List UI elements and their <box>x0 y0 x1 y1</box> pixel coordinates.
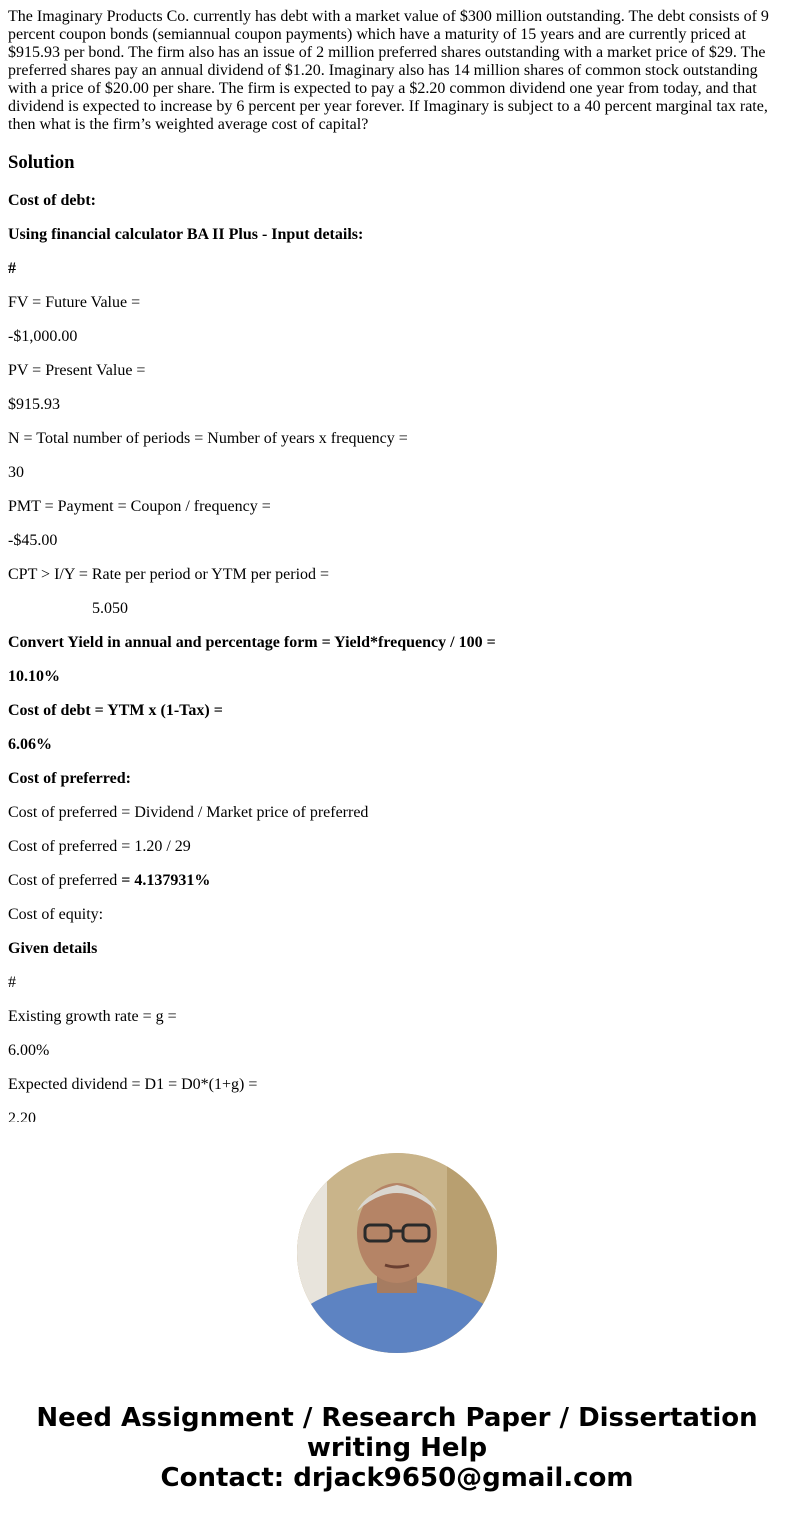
solution-line-text: -$1,000.00 <box>8 328 78 345</box>
solution-line-text: 10.10% <box>8 668 60 685</box>
solution-line <box>8 634 496 652</box>
solution-line-text: Cost of debt: <box>8 192 96 209</box>
solution-line-text: # <box>8 260 16 277</box>
solution-line <box>8 566 329 584</box>
solution-line <box>8 702 223 720</box>
question-text: The Imaginary Products Co. currently has debt with a market value of $300 million outstanding. The debt consists of 9 percent coupon bonds (semiannual coupon payments) which have a maturity of 15 years and are currently priced at $915.93 per bond. The firm also has an issue of 2 million preferred shares outstanding with a market price of $29. The preferred shares pay an annual dividend of $1.20. Imaginary also has 14 million shares of common stock outstanding with a price of $20.00 per share. The firm is expected to pay a $2.20 common dividend one year from today, and that dividend is expected to increase by 6 percent per year forever. If Imaginary is subject to a 40 percent marginal tax rate, then what is the firm’s weighted average cost of capital? <box>8 8 769 133</box>
solution-line <box>8 872 210 890</box>
solution-line <box>8 498 271 516</box>
solution-line-text: 2.20 <box>8 1110 36 1122</box>
solution-line-text: -$45.00 <box>8 532 58 549</box>
solution-line <box>8 396 60 414</box>
solution-line-text: Cost of preferred = Dividend / Market price of preferred <box>8 804 369 821</box>
solution-line-text: Cost of debt = YTM x (1-Tax) = <box>8 702 223 719</box>
solution-line <box>8 804 368 822</box>
solution-line <box>8 226 363 244</box>
solution-line-result: = 4.137931% <box>121 872 211 889</box>
solution-line-text: Existing growth rate = g = <box>8 1008 177 1025</box>
solution-heading: Solution <box>8 152 75 173</box>
solution-line <box>8 532 57 550</box>
solution-line-text: PV = Present Value = <box>8 362 146 379</box>
solution-line-text: PMT = Payment = Coupon / frequency = <box>8 498 271 515</box>
solution-line <box>8 940 97 958</box>
solution-line <box>8 260 16 278</box>
solution-line-text: FV = Future Value = <box>8 294 141 311</box>
author-photo <box>297 1153 497 1353</box>
solution-line-text: Cost of preferred = 1.20 / 29 <box>8 838 191 855</box>
solution-line <box>8 974 16 992</box>
promo-contact: Contact: drjack9650@gmail.com <box>160 1463 634 1493</box>
solution-line-text: 6.06% <box>8 736 52 753</box>
solution-line-text: CPT > I/Y = Rate per period or YTM per period = <box>8 566 330 583</box>
solution-line-text: Convert Yield in annual and percentage form = Yield*frequency / 100 = <box>8 634 496 651</box>
solution-line <box>8 192 96 210</box>
solution-line-text: Cost of equity: <box>8 906 104 923</box>
solution-line <box>8 464 24 482</box>
solution-line-text: 5.050 <box>92 600 128 617</box>
promo-line-1: Need Assignment / Research Paper / Dissertation <box>36 1403 758 1433</box>
solution-line <box>8 1042 49 1060</box>
author-photo-image <box>297 1153 497 1353</box>
solution-line <box>8 1076 257 1094</box>
solution-line <box>8 328 77 346</box>
document-content <box>8 0 786 1122</box>
solution-line <box>8 1008 177 1026</box>
solution-line <box>8 294 140 312</box>
solution-line-text: Cost of preferred <box>8 872 122 889</box>
solution-line <box>8 600 128 618</box>
solution-line-text: Given details <box>8 940 98 957</box>
solution-line <box>8 362 145 380</box>
promo-line-2: writing Help <box>306 1433 488 1463</box>
solution-line-text: $915.93 <box>8 396 60 413</box>
promo-footer <box>0 1403 794 1493</box>
solution-line <box>8 770 131 788</box>
solution-line <box>8 668 60 686</box>
solution-line-text: N = Total number of periods = Number of years x frequency = <box>8 430 408 447</box>
solution-line-text: 6.00% <box>8 1042 50 1059</box>
solution-line-text: Cost of preferred: <box>8 770 131 787</box>
solution-line-text: # <box>8 974 16 991</box>
solution-line-text: 30 <box>8 464 24 481</box>
solution-line <box>8 1110 36 1122</box>
solution-line <box>8 430 408 448</box>
solution-line <box>8 736 52 754</box>
solution-line-text: Expected dividend = D1 = D0*(1+g) = <box>8 1076 258 1093</box>
solution-line-text: Using financial calculator BA II Plus - Input details: <box>8 226 364 243</box>
solution-line <box>8 906 103 924</box>
solution-line <box>8 838 191 856</box>
